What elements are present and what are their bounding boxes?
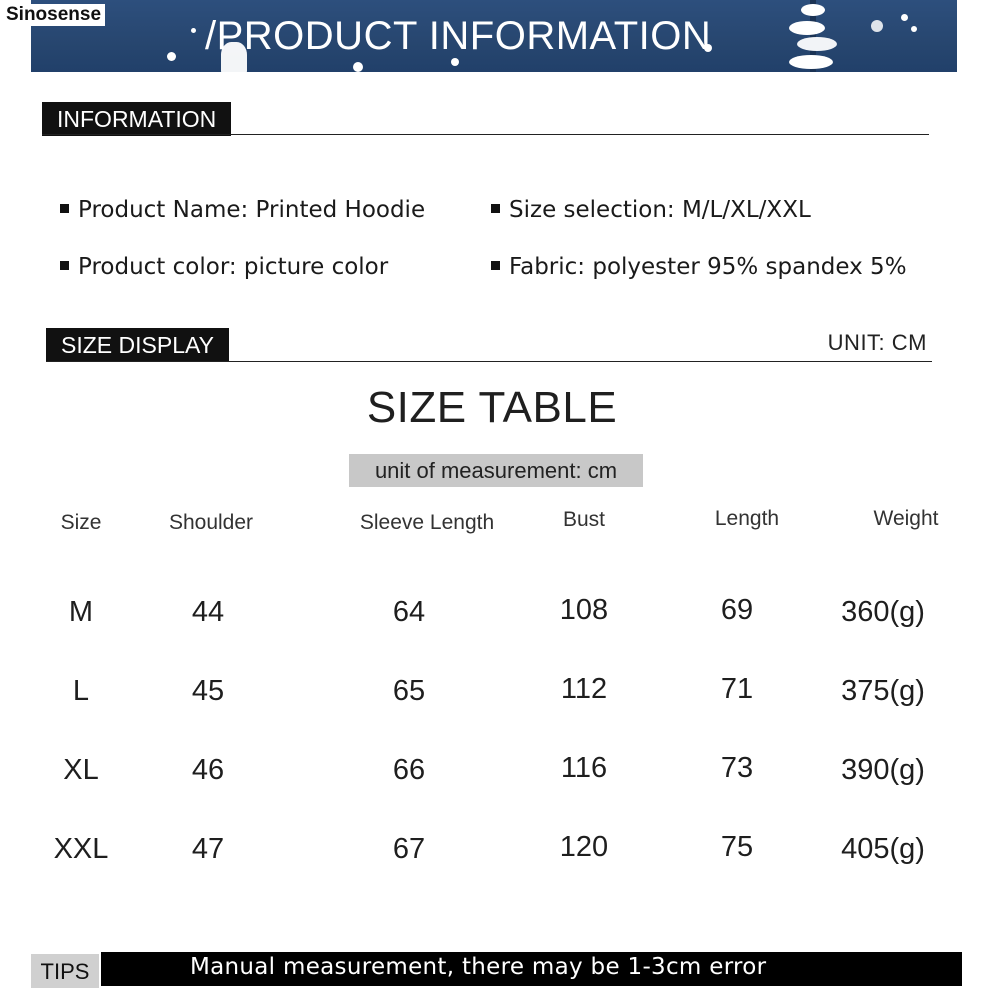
table-cell-shoulder: 46: [191, 754, 225, 786]
column-header-size: Size: [60, 511, 102, 534]
info-item-product-name: [60, 197, 425, 223]
snowy-tree-icon: [783, 0, 843, 72]
banner-title: /PRODUCT INFORMATION: [205, 14, 712, 58]
table-cell-bust: 120: [559, 831, 609, 863]
information-heading: INFORMATION: [42, 102, 231, 136]
table-cell-length: 75: [720, 831, 754, 863]
snowflake-decoration: [871, 20, 883, 32]
table-cell-shoulder: 44: [191, 596, 225, 628]
info-item-text: Product color: picture color: [78, 254, 389, 280]
table-cell-weight: 360(g): [841, 596, 925, 628]
brand-watermark: Sinosense: [2, 4, 105, 26]
snowflake-decoration: [451, 58, 459, 66]
table-cell-size: M: [68, 596, 94, 628]
snowflake-decoration: [191, 28, 196, 33]
tips-label: TIPS: [31, 954, 99, 988]
table-cell-length: 73: [720, 752, 754, 784]
size-display-heading: SIZE DISPLAY: [46, 328, 229, 362]
info-item-text: Fabric: polyester 95% spandex 5%: [509, 254, 907, 280]
snowflake-decoration: [353, 62, 363, 72]
info-item-fabric: [491, 254, 907, 280]
snowflake-decoration: [901, 14, 908, 21]
snowflake-decoration: [911, 26, 917, 32]
table-cell-weight: 390(g): [841, 754, 925, 786]
column-header-length: Length: [714, 507, 780, 530]
column-header-weight: Weight: [873, 507, 939, 530]
snowflake-decoration: [167, 52, 176, 61]
info-item-product-color: [60, 254, 388, 280]
table-cell-length: 69: [720, 594, 754, 626]
table-cell-sleeve-length: 67: [392, 833, 426, 865]
measurement-note-badge: unit of measurement: cm: [349, 454, 643, 487]
column-header-shoulder: Shoulder: [168, 511, 254, 534]
column-header-sleeve-length: Sleeve Length: [359, 511, 495, 534]
table-cell-bust: 108: [559, 594, 609, 626]
table-cell-length: 71: [720, 673, 754, 705]
table-cell-sleeve-length: 65: [392, 675, 426, 707]
info-item-text: Product Name: Printed Hoodie: [78, 197, 426, 223]
unit-label: UNIT: CM: [827, 330, 927, 355]
bullet-icon: [60, 204, 69, 213]
information-divider: [42, 134, 929, 135]
bullet-icon: [491, 261, 500, 270]
tips-text: Manual measurement, there may be 1-3cm error: [190, 954, 767, 980]
info-item-size-selection: [491, 197, 811, 223]
table-cell-sleeve-length: 66: [392, 754, 426, 786]
table-cell-shoulder: 47: [191, 833, 225, 865]
bullet-icon: [491, 204, 500, 213]
size-display-divider: [46, 361, 932, 362]
bullet-icon: [60, 261, 69, 270]
table-cell-sleeve-length: 64: [392, 596, 426, 628]
table-cell-size: XXL: [53, 833, 109, 865]
table-cell-weight: 375(g): [841, 675, 925, 707]
info-item-text: Size selection: M/L/XL/XXL: [509, 197, 811, 223]
size-table-title: SIZE TABLE: [366, 383, 618, 432]
table-cell-bust: 112: [560, 673, 608, 705]
table-cell-size: XL: [63, 754, 99, 786]
table-cell-shoulder: 45: [191, 675, 225, 707]
product-information-banner: [31, 0, 957, 72]
table-cell-weight: 405(g): [841, 833, 925, 865]
table-cell-size: L: [72, 675, 90, 707]
table-cell-bust: 116: [560, 752, 608, 784]
column-header-bust: Bust: [562, 508, 606, 531]
